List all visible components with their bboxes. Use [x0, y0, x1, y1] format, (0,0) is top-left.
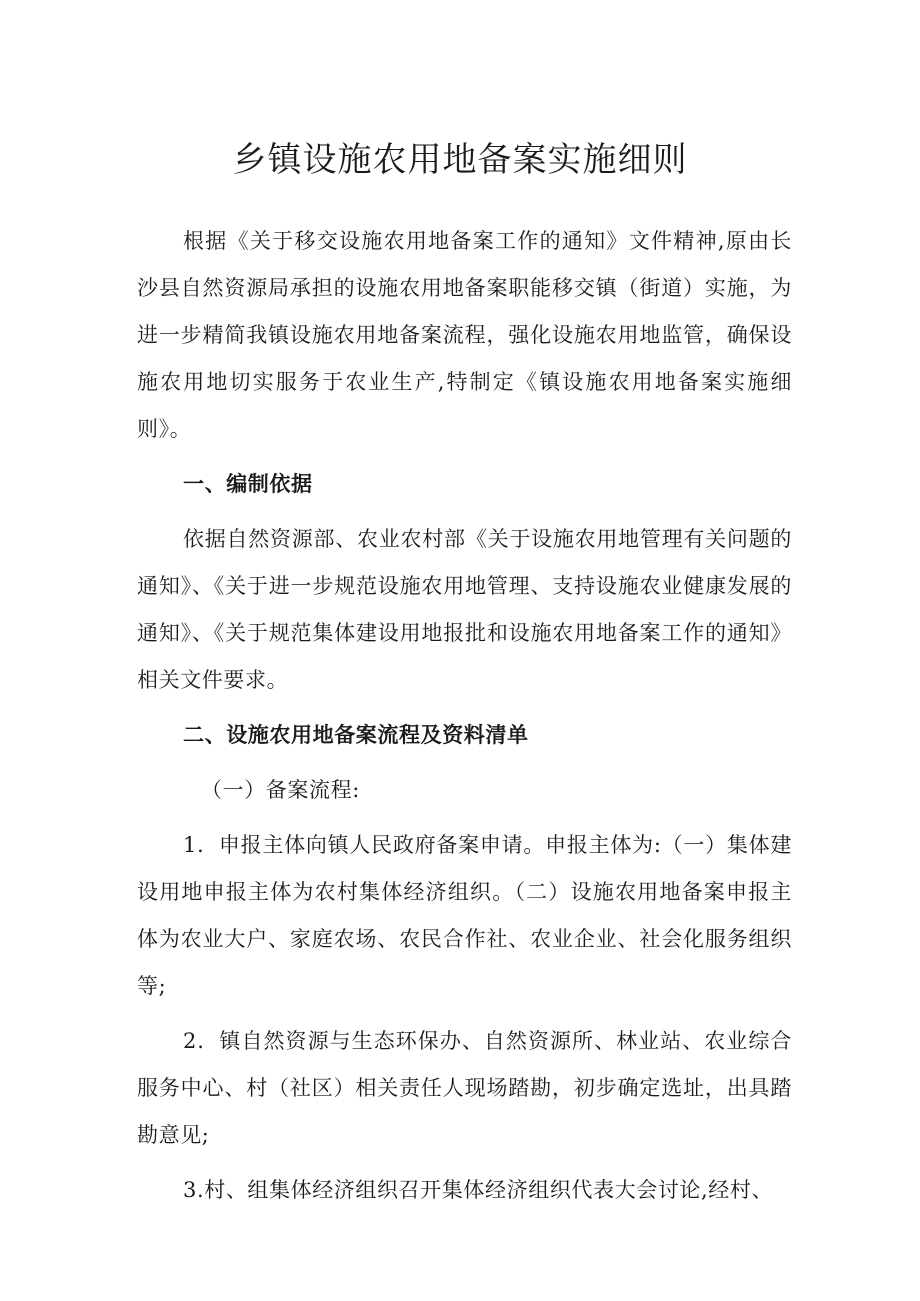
document-body: [137, 218, 792, 1214]
section-heading-process: 二、设施农用地备案流程及资料清单: [183, 723, 529, 747]
basis-paragraph: 依据自然资源部、农业农村部《关于设施农用地管理有关问题的通知》、《关于进一步规范设施农用地管理、支持设施农业健康发展的通知》、《关于规范集体建设用地报批和设施农用地备案工作的通知》相关文件要求。: [137, 527, 792, 692]
process-item-2: 2．镇自然资源与生态环保办、自然资源所、林业站、农业综合服务中心、村（社区）相关责任人现场踏勘，初步确定选址，出具踏勘意见;: [137, 1029, 792, 1147]
process-item-3: 3.村、组集体经济组织召开集体经济组织代表大会讨论,经村、: [183, 1178, 774, 1202]
intro-paragraph: 根据《关于移交设施农用地备案工作的通知》文件精神,原由长沙县自然资源局承担的设施农用地备案职能移交镇（街道）实施，为进一步精简我镇设施农用地备案流程，强化设施农用地监管，确保设施农用地切实服务于农业生产,特制定《镇设施农用地备案实施细则》。: [137, 229, 792, 441]
subsection-heading-process: （一）备案流程:: [201, 778, 360, 802]
process-item-1: 1．申报主体向镇人民政府备案申请。申报主体为:（一）集体建设用地申报主体为农村集体经济组织。（二）设施农用地备案申报主体为农业大户、家庭农场、农民合作社、农业企业、社会化服务组织等;: [137, 833, 792, 998]
document-title: 乡镇设施农用地备案实施细则: [232, 140, 688, 180]
section-heading-basis: 一、编制依据: [183, 472, 313, 496]
